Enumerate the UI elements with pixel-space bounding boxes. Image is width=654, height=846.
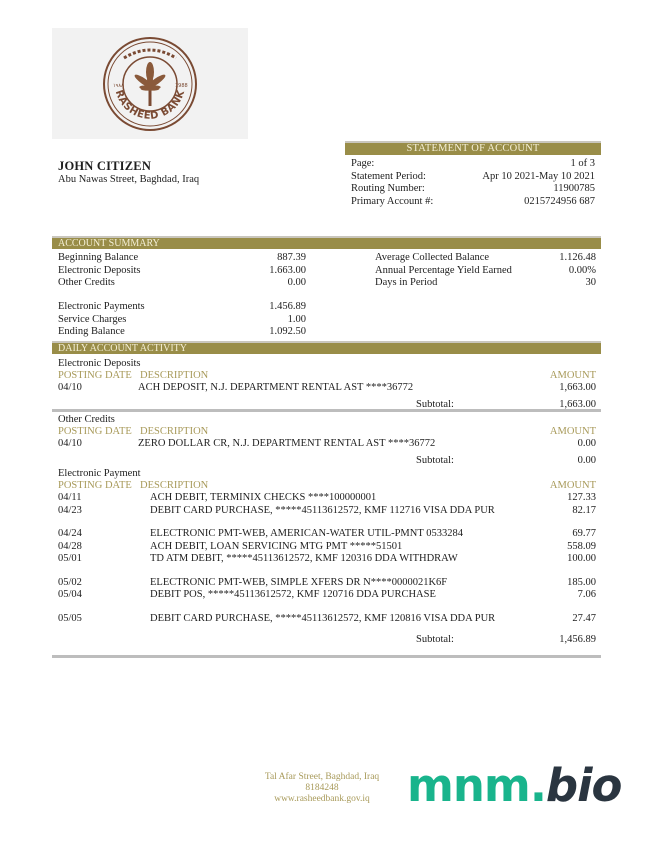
electronic-payment-section xyxy=(58,467,596,647)
table-row: 05/02 ELECTRONIC PMT-WEB, SIMPLE XFERS DR N****0000021K6F 185.00 xyxy=(58,576,596,588)
table-row: 04/10 ACH DEPOSIT, N.J. DEPARTMENT RENTAL AST ****36772 1,663.00 xyxy=(58,382,596,393)
table-row: 05/04 DEBIT POS, *****45113612572, KMF 120716 DDA PURCHASE 7.06 xyxy=(58,589,596,600)
summary-row: Electronic Deposits 1.663.00 xyxy=(58,264,306,276)
customer-address: Abu Nawas Street, Baghdad, Iraq xyxy=(58,174,200,185)
watermark: mnm.bio xyxy=(407,759,622,812)
group-title: Electronic Payment xyxy=(58,468,141,479)
table-row: 05/01 TD ATM DEBIT, *****45113612572, KMF 120316 DDA WITHDRAW 100.00 xyxy=(58,553,596,564)
subtotal-row: Subtotal: 1,456.89 xyxy=(416,634,596,645)
column-headers: POSTING DATE DESCRIPTION AMOUNT xyxy=(58,426,596,437)
table-row: 05/05 DEBIT CARD PURCHASE, *****45113612572, KMF 120816 VISA DDA PUR 27.47 xyxy=(58,612,596,624)
electronic-deposits-section xyxy=(58,357,596,412)
summary-left xyxy=(58,252,306,339)
bank-footer: Tal Afar Street, Baghdad, Iraq 8184248 www.rasheedbank.gov.iq xyxy=(252,772,392,805)
summary-right xyxy=(375,252,596,290)
summary-row: Ending Balance 1.092.50 xyxy=(58,326,306,337)
summary-row: Annual Percentage Yield Earned 0.00% xyxy=(375,264,596,276)
summary-row: Beginning Balance 887.39 xyxy=(58,252,306,263)
daily-activity-bar: DAILY ACCOUNT ACTIVITY xyxy=(52,341,601,354)
subtotal-row: Subtotal: 0.00 xyxy=(416,454,596,466)
customer-name: JOHN CITIZEN xyxy=(58,159,152,173)
column-headers: POSTING DATE DESCRIPTION AMOUNT xyxy=(58,370,596,381)
table-row: 04/11 ACH DEBIT, TERMINIX CHECKS ****100000001 127.33 xyxy=(58,492,596,503)
subtotal-row: Subtotal: 1,663.00 xyxy=(416,398,596,410)
svg-text:1988: 1988 xyxy=(175,83,188,89)
bank-logo xyxy=(52,28,248,139)
summary-row: Electronic Payments 1.456.89 xyxy=(58,301,306,312)
group-title: Electronic Deposits xyxy=(58,358,141,369)
table-row: 04/23 DEBIT CARD PURCHASE, *****45113612572, KMF 112716 VISA DDA PUR 82.17 xyxy=(58,504,596,516)
table-row: 04/10 ZERO DOLLAR CR, N.J. DEPARTMENT RENTAL AST ****36772 0.00 xyxy=(58,438,596,449)
meta-page: Page: 1 of 3 xyxy=(351,158,595,169)
statement-meta xyxy=(351,158,595,208)
meta-primary-account: Primary Account #: 0215724956 687 xyxy=(351,195,595,207)
meta-statement-period: Statement Period: Apr 10 2021-May 10 2021 xyxy=(351,170,595,182)
divider xyxy=(52,655,601,658)
svg-text:١٩٨٨: ١٩٨٨ xyxy=(113,83,124,89)
column-headers: POSTING DATE DESCRIPTION AMOUNT xyxy=(58,480,596,491)
website-link[interactable]: www.rasheedbank.gov.iq xyxy=(274,794,370,804)
statement-title-bar: STATEMENT OF ACCOUNT xyxy=(345,141,601,155)
summary-row: Days in Period 30 xyxy=(375,277,596,288)
svg-text:RASHEED BANK: RASHEED BANK xyxy=(112,88,188,122)
summary-row: Other Credits 0.00 xyxy=(58,277,306,288)
table-row: 04/24 ELECTRONIC PMT-WEB, AMERICAN-WATER UTIL-PMNT 0533284 69.77 xyxy=(58,528,596,539)
rasheed-bank-seal-icon xyxy=(102,36,198,132)
account-summary-bar: ACCOUNT SUMMARY xyxy=(52,236,601,249)
meta-routing-number: Routing Number: 11900785 xyxy=(351,183,595,194)
group-title: Other Credits xyxy=(58,414,115,425)
table-row: 04/28 ACH DEBIT, LOAN SERVICING MTG PMT *****51501 558.09 xyxy=(58,540,596,552)
summary-row: Average Collected Balance 1.126.48 xyxy=(375,252,596,263)
summary-row: Service Charges 1.00 xyxy=(58,313,306,325)
other-credits-section xyxy=(58,413,596,468)
divider xyxy=(52,409,601,412)
